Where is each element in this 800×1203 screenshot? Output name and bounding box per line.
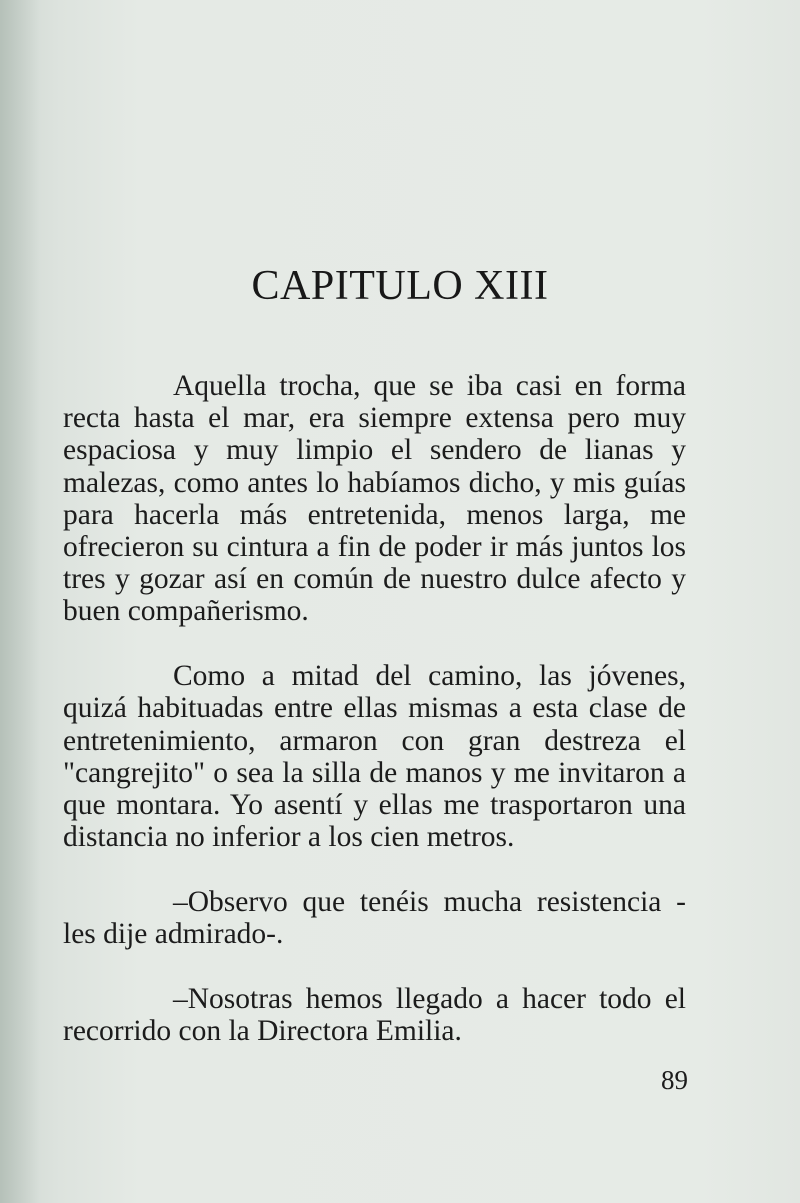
paragraph: –Observo que tenéis mucha resistencia - les dije admirado-. [63,885,686,951]
paragraph: Como a mitad del camino, las jóvenes, quizá habituadas entre ellas mismas a esta clase de entretenimiento, armaron con gran destreza el "cangrejito" o sea la silla de manos y me invitaron a que montara. Yo asentí y ellas me trasportaron una distancia no inferior a los cien metros. [63,660,686,854]
paragraph: Aquella trocha, que se iba casi en forma recta hasta el mar, era siempre extensa pero muy espaciosa y muy limpio el sendero de lianas y malezas, como antes lo habíamos dicho, y mis guías para hacerla más entretenida, menos larga, me ofrecieron su cintura a fin de poder ir más juntos los tres y gozar así en común de nuestro dulce afecto y buen compañerismo. [63,370,686,628]
paragraph: –Nosotras hemos llegado a hacer todo el recorrido con la Directora Emilia. [63,982,686,1047]
body-text [63,370,686,1047]
spine-shadow [0,0,40,1203]
page-number: 89 [661,1065,688,1095]
chapter-title: CAPITULO XIII [251,263,549,309]
